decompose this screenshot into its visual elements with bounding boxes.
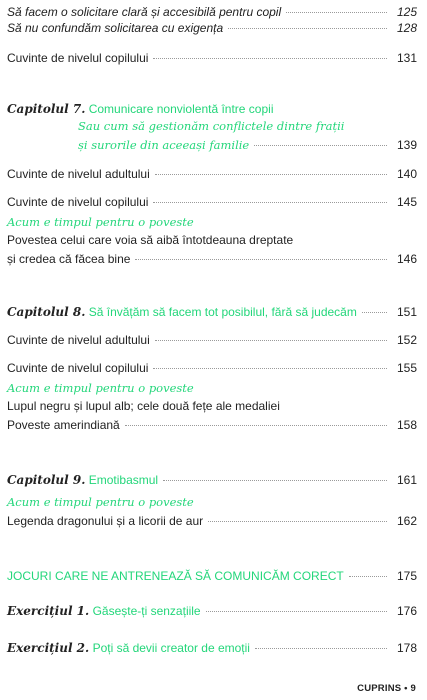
dot-leader bbox=[155, 340, 387, 341]
toc-entry-page: 158 bbox=[396, 418, 417, 432]
chapter-subtitle: și surorile din aceeași familie bbox=[78, 138, 250, 152]
exercise-title: Poți să devii creator de emoții bbox=[92, 641, 250, 655]
dot-leader bbox=[125, 425, 387, 426]
dot-leader bbox=[286, 12, 387, 13]
dot-leader bbox=[349, 576, 387, 577]
toc-entry-title: Cuvinte de nivelul adultului bbox=[7, 333, 150, 347]
chapter-title: Să învățăm să facem tot posibilul, fără să judecăm bbox=[88, 305, 357, 319]
toc-entry-page: 155 bbox=[396, 361, 417, 375]
chapter-title: Comunicare nonviolentă între copii bbox=[88, 102, 274, 116]
toc-entry-page: 128 bbox=[396, 21, 417, 35]
footer-section: CUPRINS bbox=[357, 683, 402, 694]
page-footer bbox=[357, 683, 416, 694]
story-label: Acum e timpul pentru o poveste bbox=[7, 215, 194, 229]
footer-separator: • bbox=[404, 683, 408, 694]
toc-entry-games[interactable] bbox=[7, 569, 417, 584]
toc-entry[interactable] bbox=[7, 51, 417, 66]
toc-entry-title: JOCURI CARE NE ANTRENEAZĂ SĂ COMUNICĂM CORECT bbox=[7, 569, 344, 583]
toc-entry-title: Poveste amerindiană bbox=[7, 418, 120, 432]
story-title-line: Povestea celui care voia să aibă întotdeauna dreptate bbox=[7, 233, 294, 247]
chapter-7-heading[interactable] bbox=[7, 102, 274, 117]
story-title-line: Lupul negru și lupul alb; cele două fețe ale medaliei bbox=[7, 399, 280, 413]
toc-entry[interactable] bbox=[7, 418, 417, 433]
toc-entry[interactable] bbox=[7, 195, 417, 210]
chapter-subtitle: Sau cum să gestionăm conflictele dintre frații bbox=[78, 119, 345, 133]
chapter-8-heading[interactable] bbox=[7, 305, 417, 320]
toc-entry[interactable] bbox=[7, 21, 417, 36]
toc-entry[interactable] bbox=[7, 252, 417, 267]
dot-leader bbox=[163, 480, 387, 481]
chapter-title: Emotibasmul bbox=[88, 473, 159, 487]
toc-entry[interactable] bbox=[7, 5, 417, 20]
dot-leader bbox=[153, 368, 387, 369]
exercise-1-entry[interactable] bbox=[7, 604, 417, 619]
toc-entry-page: 161 bbox=[396, 473, 417, 487]
toc-entry[interactable] bbox=[7, 361, 417, 376]
toc-entry-title: Să nu confundăm solicitarea cu exigența bbox=[7, 21, 224, 35]
dot-leader bbox=[208, 521, 387, 522]
toc-entry-title: Cuvinte de nivelul adultului bbox=[7, 167, 150, 181]
toc-entry-page: 139 bbox=[396, 138, 417, 152]
toc-entry-page: 175 bbox=[396, 569, 417, 583]
toc-entry[interactable] bbox=[7, 167, 417, 182]
chapter-subtitle-row[interactable] bbox=[78, 138, 417, 153]
dot-leader bbox=[135, 259, 387, 260]
toc-entry-page: 151 bbox=[396, 305, 417, 319]
dot-leader bbox=[362, 312, 387, 313]
toc-entry-page: 178 bbox=[396, 641, 417, 655]
dot-leader bbox=[255, 648, 387, 649]
chapter-9-heading[interactable] bbox=[7, 473, 417, 488]
toc-entry-title: Cuvinte de nivelul copilului bbox=[7, 195, 149, 209]
toc-entry-page: 162 bbox=[396, 514, 417, 528]
toc-entry-page: 152 bbox=[396, 333, 417, 347]
chapter-label: Capitolul 8. bbox=[7, 305, 86, 319]
toc-entry-page: 145 bbox=[396, 195, 417, 209]
dot-leader bbox=[254, 145, 387, 146]
dot-leader bbox=[155, 174, 387, 175]
exercise-2-entry[interactable] bbox=[7, 641, 417, 656]
story-label: Acum e timpul pentru o poveste bbox=[7, 381, 194, 395]
toc-entry[interactable] bbox=[7, 514, 417, 529]
exercise-label: Exercițiul 2. bbox=[7, 641, 90, 655]
toc-entry-page: 176 bbox=[396, 604, 417, 618]
toc-entry-title: Cuvinte de nivelul copilului bbox=[7, 51, 149, 65]
footer-page-number: 9 bbox=[410, 683, 416, 694]
exercise-title: Găsește-ți senzațiile bbox=[92, 604, 201, 618]
dot-leader bbox=[206, 611, 387, 612]
toc-entry-title: Să facem o solicitare clară și accesibilă pentru copil bbox=[7, 5, 282, 19]
chapter-label: Capitolul 7. bbox=[7, 102, 86, 116]
chapter-label: Capitolul 9. bbox=[7, 473, 86, 487]
toc-entry-page: 131 bbox=[396, 51, 417, 65]
toc-entry-page: 140 bbox=[396, 167, 417, 181]
toc-entry-page: 146 bbox=[396, 252, 417, 266]
toc-entry-title: Legenda dragonului și a licorii de aur bbox=[7, 514, 204, 528]
dot-leader bbox=[153, 58, 387, 59]
toc-entry-title: Cuvinte de nivelul copilului bbox=[7, 361, 149, 375]
toc-entry-title: și credea că făcea bine bbox=[7, 252, 131, 266]
toc-entry-page: 125 bbox=[396, 5, 417, 19]
dot-leader bbox=[153, 202, 387, 203]
story-label: Acum e timpul pentru o poveste bbox=[7, 495, 194, 509]
exercise-label: Exercițiul 1. bbox=[7, 604, 90, 618]
toc-entry[interactable] bbox=[7, 333, 417, 348]
dot-leader bbox=[228, 28, 387, 29]
